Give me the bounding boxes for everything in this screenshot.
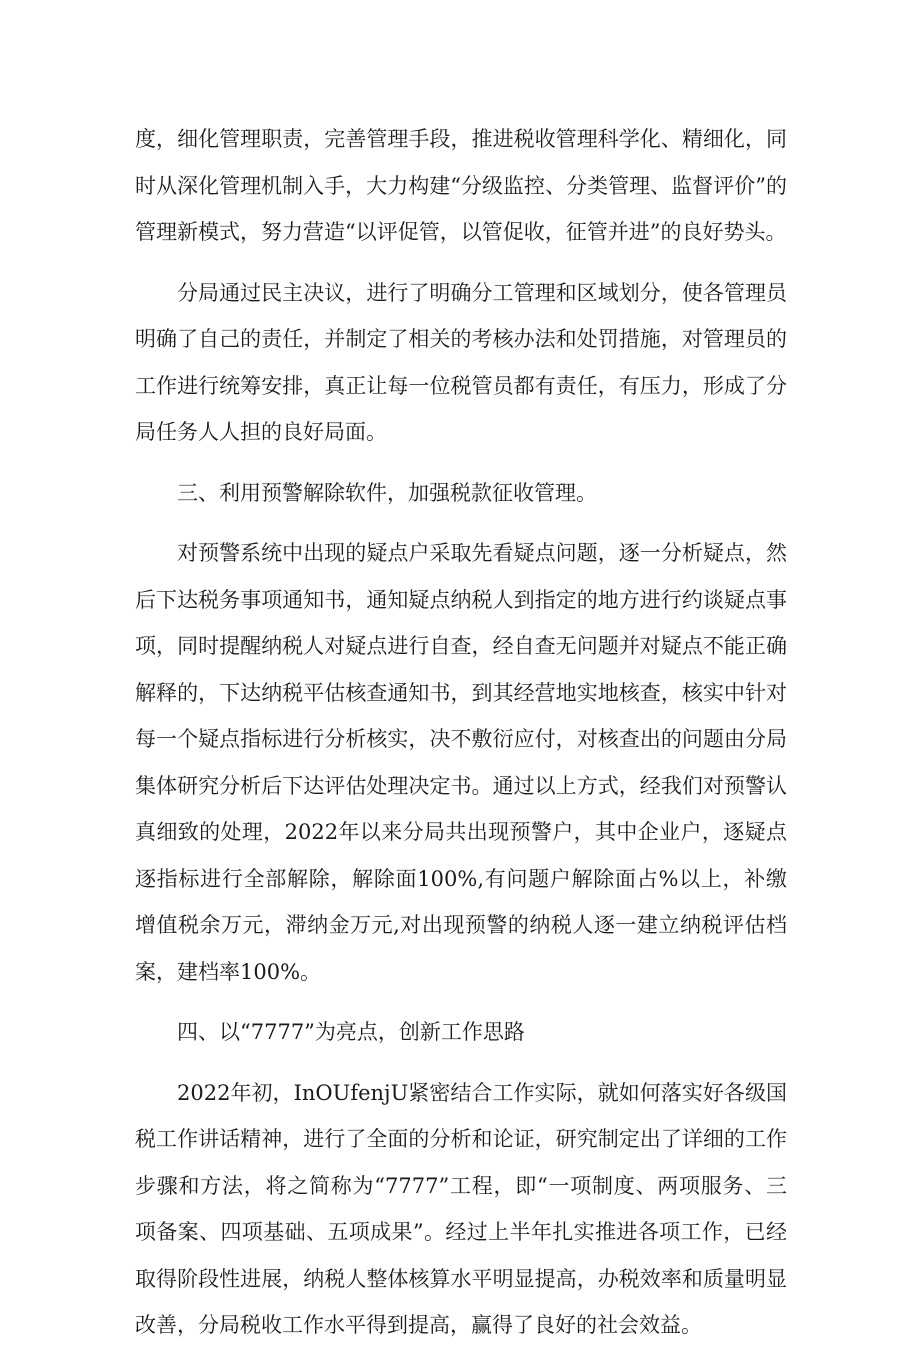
section-heading-three: 三、利用预警解除软件，加强税款征收管理。	[177, 480, 597, 505]
document-body	[135, 116, 787, 1349]
paragraph-division-of-labor: 分局通过民主决议，进行了明确分工管理和区域划分，使各管理员明确了自己的责任，并制定了相关的考核办法和处罚措施，对管理员的工作进行统筹安排，真正让每一位税管员都有责任，有压力，形成了分局任务人人担的良好局面。	[135, 280, 787, 444]
paragraph-warning-handling: 对预警系统中出现的疑点户采取先看疑点问题，逐一分析疑点，然后下达税务事项通知书，通知疑点纳税人到指定的地方进行约谈疑点事项，同时提醒纳税人对疑点进行自查，经自查无问题并对疑点不能正确解释的，下达纳税平估核查通知书，到其经营地实地核查，核实中针对每一个疑点指标进行分析核实，决不敷衍应付，对核查出的问题由分局集体研究分析后下达评估处理决定书。通过以上方式，经我们对预警认真细致的处理，2022年以来分局共出现预警户，其中企业户，逐疑点逐指标进行全部解除，解除面100%,有问题户解除面占%以上，补缴增值税余万元，滞纳金万元,对出现预警的纳税人逐一建立纳税评估档案，建档率100%。	[135, 541, 787, 984]
section-heading-four: 四、以“7777”为亮点，创新工作思路	[177, 1020, 525, 1044]
paragraph-7777-project: 2022年初，InOUfenjU紧密结合工作实际，就如何落实好各级国税工作讲话精神，进行了全面的分析和论证，研究制定出了详细的工作步骤和方法，将之简称为“7777”工程，即“一项制度、两项服务、三项备案、四项基础、五项成果”。经过上半年扎实推进各项工作，已经取得阶段性进展，纳税人整体核算水平明显提高，办税效率和质量明显改善，分局税收工作水平得到提高，赢得了良好的社会效益。	[135, 1080, 787, 1337]
paragraph-management-model: 度，细化管理职责，完善管理手段，推进税收管理科学化、精细化，同时从深化管理机制入手，大力构建“分级监控、分类管理、监督评价”的管理新模式，努力营造“以评促管，以管促收，征管并进”的良好势头。	[135, 127, 787, 244]
